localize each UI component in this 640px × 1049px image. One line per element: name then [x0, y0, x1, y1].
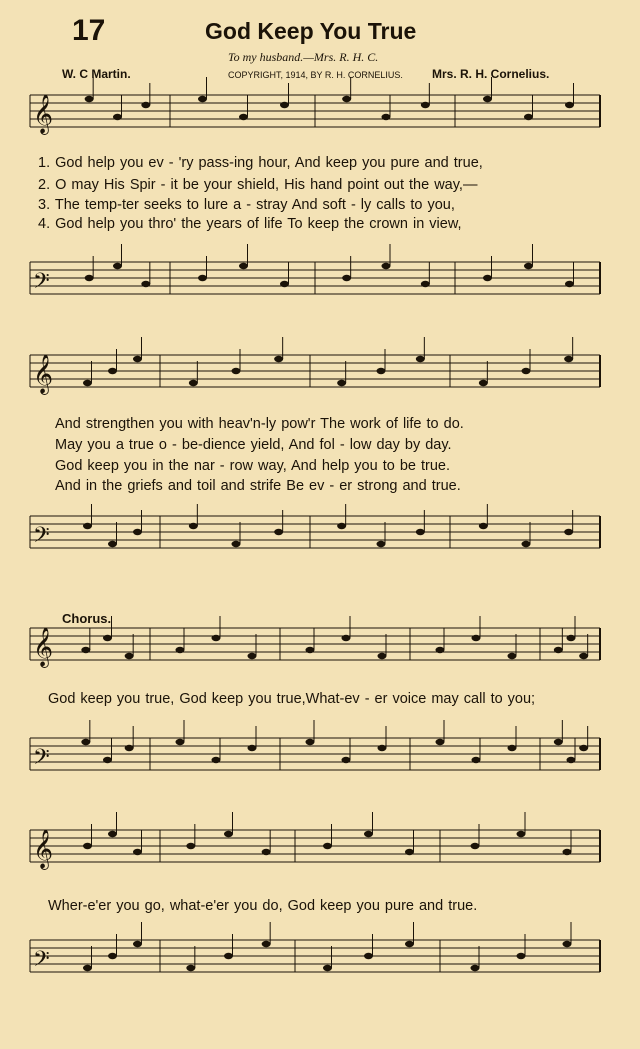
note-head [133, 941, 142, 947]
note-head [416, 529, 425, 535]
note-head [189, 380, 198, 386]
note-head [554, 739, 563, 745]
note-head [416, 356, 425, 362]
note-head [567, 635, 576, 641]
note-head [186, 965, 195, 971]
verse2-line-4: And in the griefs and toil and strife Be ev - er strong and true. [55, 478, 461, 494]
bass-clef-icon: 𝄢 [33, 947, 50, 977]
note-head [224, 831, 233, 837]
note-head [377, 541, 386, 547]
note-head [212, 757, 221, 763]
note-head [133, 529, 142, 535]
note-head [378, 745, 387, 751]
note-head [113, 263, 122, 269]
note-head [377, 368, 386, 374]
treble-clef-icon: 𝄞 [33, 94, 54, 134]
note-head [517, 831, 526, 837]
note-head [103, 757, 112, 763]
verse-line-4: 4. God help you thro' the years of life To keep the crown in view, [38, 216, 462, 232]
chorus-line-2: Wher-e'er you go, what-e'er you do, God keep you pure and true. [48, 898, 478, 914]
note-head [280, 102, 289, 108]
note-head [421, 281, 430, 287]
note-head [342, 635, 351, 641]
note-head [274, 356, 283, 362]
verse-line-1: 1. God help you ev - 'ry pass-ing hour, And keep you pure and true, [38, 155, 483, 171]
note-head [382, 114, 391, 120]
note-head [239, 263, 248, 269]
note-head [378, 653, 387, 659]
note-head [280, 281, 289, 287]
note-head [554, 647, 563, 653]
bass-clef-icon: 𝄢 [33, 745, 50, 775]
note-head [212, 635, 221, 641]
note-head [232, 368, 241, 374]
note-head [186, 843, 195, 849]
copyright-notice: COPYRIGHT, 1914, BY R. H. CORNELIUS. [228, 70, 403, 80]
note-head [141, 281, 150, 287]
hymn-title: God Keep You True [205, 18, 417, 44]
note-head [337, 523, 346, 529]
note-head [524, 114, 533, 120]
note-head [248, 745, 257, 751]
treble-clef-icon: 𝄞 [33, 627, 54, 667]
note-head [176, 739, 185, 745]
note-head [176, 647, 185, 653]
note-head [342, 96, 351, 102]
verse-line-3: 3. The temp-ter seeks to lure a - stray And soft - ly calls to you, [38, 197, 455, 213]
note-head [323, 965, 332, 971]
note-head [133, 849, 142, 855]
note-head [472, 635, 481, 641]
note-head [113, 114, 122, 120]
composer-credit: W. C Martin. [62, 67, 131, 81]
note-head [306, 739, 315, 745]
verse2-line-2: May you a true o - be-dience yield, And fol - low day by day. [55, 437, 452, 453]
note-head [274, 529, 283, 535]
note-head [517, 953, 526, 959]
note-head [81, 647, 90, 653]
author-credit: Mrs. R. H. Cornelius. [432, 67, 550, 81]
dedication: To my husband.—Mrs. R. H. C. [228, 50, 379, 64]
note-head [436, 739, 445, 745]
hymn-number: 17 [72, 14, 106, 47]
verse-line-2: 2. O may His Spir - it be your shield, His hand point out the way,— [38, 177, 478, 193]
note-head [262, 849, 271, 855]
verse2-line-1: And strengthen you with heav'n-ly pow'r The work of life to do. [55, 416, 464, 432]
note-head [508, 653, 517, 659]
note-head [564, 356, 573, 362]
note-head [85, 275, 94, 281]
treble-clef-icon: 𝄞 [33, 829, 54, 869]
note-head [436, 647, 445, 653]
note-head [421, 102, 430, 108]
note-head [108, 953, 117, 959]
note-head [189, 523, 198, 529]
note-head [83, 965, 92, 971]
note-head [483, 96, 492, 102]
note-head [364, 953, 373, 959]
note-head [306, 647, 315, 653]
note-head [483, 275, 492, 281]
note-head [85, 96, 94, 102]
note-head [108, 368, 117, 374]
note-head [133, 356, 142, 362]
note-head [382, 263, 391, 269]
note-head [232, 541, 241, 547]
note-head [479, 380, 488, 386]
note-head [83, 523, 92, 529]
note-head [472, 757, 481, 763]
note-head [83, 380, 92, 386]
note-head [248, 653, 257, 659]
note-head [198, 96, 207, 102]
note-head [103, 635, 112, 641]
note-head [471, 843, 480, 849]
note-head [522, 368, 531, 374]
note-head [565, 281, 574, 287]
note-head [224, 953, 233, 959]
note-head [323, 843, 332, 849]
note-head [81, 739, 90, 745]
note-head [342, 275, 351, 281]
note-head [579, 653, 588, 659]
note-head [405, 849, 414, 855]
note-head [522, 541, 531, 547]
note-head [564, 529, 573, 535]
note-head [108, 831, 117, 837]
note-head [125, 745, 134, 751]
verse2-line-3: God keep you in the nar - row way, And help you to be true. [55, 458, 450, 474]
note-head [579, 745, 588, 751]
note-head [565, 102, 574, 108]
note-head [479, 523, 488, 529]
note-head [364, 831, 373, 837]
note-head [198, 275, 207, 281]
note-head [508, 745, 517, 751]
note-head [239, 114, 248, 120]
note-head [563, 941, 572, 947]
note-head [524, 263, 533, 269]
note-head [471, 965, 480, 971]
note-head [337, 380, 346, 386]
treble-clef-icon: 𝄞 [33, 354, 54, 394]
note-head [125, 653, 134, 659]
note-head [262, 941, 271, 947]
bass-clef-icon: 𝄢 [33, 269, 50, 299]
note-head [342, 757, 351, 763]
chorus-label: Chorus. [62, 611, 112, 626]
note-head [141, 102, 150, 108]
note-head [83, 843, 92, 849]
note-head [108, 541, 117, 547]
note-head [405, 941, 414, 947]
chorus-line-1: God keep you true, God keep you true,What-ev - er voice may call to you; [48, 691, 536, 707]
note-head [563, 849, 572, 855]
bass-clef-icon: 𝄢 [33, 523, 50, 553]
note-head [567, 757, 576, 763]
